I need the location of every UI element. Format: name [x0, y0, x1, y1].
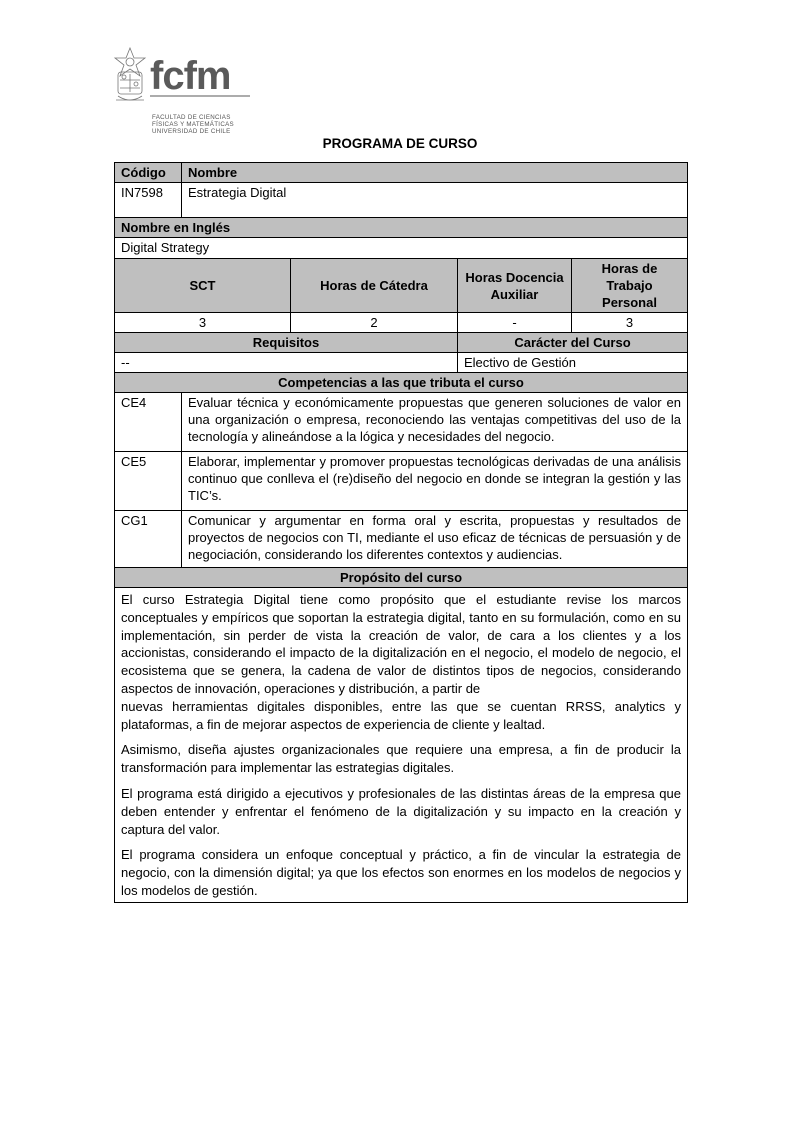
- hours-header-row: [115, 259, 688, 313]
- auxiliar-label: Horas Docencia Auxiliar: [458, 259, 572, 313]
- competency-code: CE4: [115, 393, 182, 452]
- purpose-header-row: [115, 568, 688, 588]
- institution-line-1: FACULTAD DE CIENCIAS: [152, 114, 231, 121]
- institution-name: [152, 114, 262, 135]
- competency-text: Comunicar y argumentar en forma oral y escrita, propuestas y resultados de proyectos de negocios con TI, mediante el uso eficaz de técnicas de persuasión y de negociación, considerando los diferentes contextos y audiencias.: [182, 511, 688, 568]
- personal-value: 3: [572, 313, 688, 333]
- competency-row: [115, 511, 688, 568]
- english-name: Digital Strategy: [115, 238, 688, 259]
- code-label: Código: [115, 163, 182, 183]
- sct-value: 3: [115, 313, 291, 333]
- character-value: Electivo de Gestión: [458, 353, 688, 373]
- requirements-header-row: [115, 333, 688, 353]
- english-name-header-row: [115, 218, 688, 238]
- institution-line-2: FÍSICAS Y MATEMÁTICAS: [152, 121, 234, 128]
- requirements-value: --: [115, 353, 458, 373]
- page-title: PROGRAMA DE CURSO: [322, 136, 478, 151]
- course-program-table: [114, 162, 688, 903]
- competency-text: Evaluar técnica y económicamente propuestas que generen soluciones de valor en una organización o empresa, reconociendo las ventajas competitivas del uso de la tecnología y alineándose a la lógica y necesidades del negocio.: [182, 393, 688, 452]
- purpose-row: [115, 588, 688, 903]
- competencies-label: Competencias a las que tributa el curso: [115, 373, 688, 393]
- requirements-row: [115, 353, 688, 373]
- purpose-paragraph: Asimismo, diseña ajustes organizacionales que requiere una empresa, a fin de producir la transformación para implementar las estrategias digitales.: [121, 742, 681, 776]
- character-label: Carácter del Curso: [458, 333, 688, 353]
- catedra-value: 2: [291, 313, 458, 333]
- competency-text: Elaborar, implementar y promover propuestas tecnológicas derivadas de una análisis continuo que conlleva el (re)diseño del negocio en donde se integran la gestión y las TIC’s.: [182, 452, 688, 511]
- purpose-paragraph: El programa está dirigido a ejecutivos y profesionales de las distintas áreas de la empresa que deben entender y enfrentar el fenómeno de la digitalización y su impacto en la creación y captura del valor.: [121, 785, 681, 837]
- english-name-row: [115, 238, 688, 259]
- competency-code: CG1: [115, 511, 182, 568]
- requirements-label: Requisitos: [115, 333, 458, 353]
- hours-values-row: [115, 313, 688, 333]
- purpose-paragraph: El programa considera un enfoque conceptual y práctico, a fin de vincular la estrategia de negocio, con la dimensión digital; ya que los efectos son enormes en los modelos de negocios y los modelos de gestión.: [121, 847, 681, 898]
- competencies-header-row: [115, 373, 688, 393]
- course-code: IN7598: [115, 183, 182, 218]
- purpose-paragraph: El curso Estrategia Digital tiene como propósito que el estudiante revise los marcos conceptuales y empíricos que soportan la estrategia digital, tanto en su formulación, como en su implementación, sin perder de vista la creación de valor, de cara a los clientes y a los accionistas, considerando el impacto de la digitalización en el negocio, el modelo de negocio, el ecosistema que se genera, la cadena de valor de distintos tipos de negocios, considerando aspectos de innovación, operaciones y distribución, a partir de: [121, 592, 681, 696]
- purpose-body: [115, 588, 688, 903]
- catedra-label: Horas de Cátedra: [291, 259, 458, 313]
- competency-row: [115, 452, 688, 511]
- purpose-label: Propósito del curso: [115, 568, 688, 588]
- institution-line-3: UNIVERSIDAD DE CHILE: [152, 128, 231, 135]
- auxiliar-value: -: [458, 313, 572, 333]
- english-name-label: Nombre en Inglés: [115, 218, 688, 238]
- competency-row: [115, 393, 688, 452]
- fcfm-wordmark: fcfm: [150, 54, 231, 98]
- code-name-row: [115, 183, 688, 218]
- name-label: Nombre: [182, 163, 688, 183]
- purpose-paragraph: nuevas herramientas digitales disponibles, entre las que se cuentan RRSS, analytics y plataformas, a fin de mejorar aspectos de experiencia de cliente y lealtad.: [121, 698, 681, 732]
- sct-label: SCT: [115, 259, 291, 313]
- competency-code: CE5: [115, 452, 182, 511]
- personal-label: Horas de Trabajo Personal: [572, 259, 688, 313]
- code-name-header-row: [115, 163, 688, 183]
- course-name: Estrategia Digital: [182, 183, 688, 218]
